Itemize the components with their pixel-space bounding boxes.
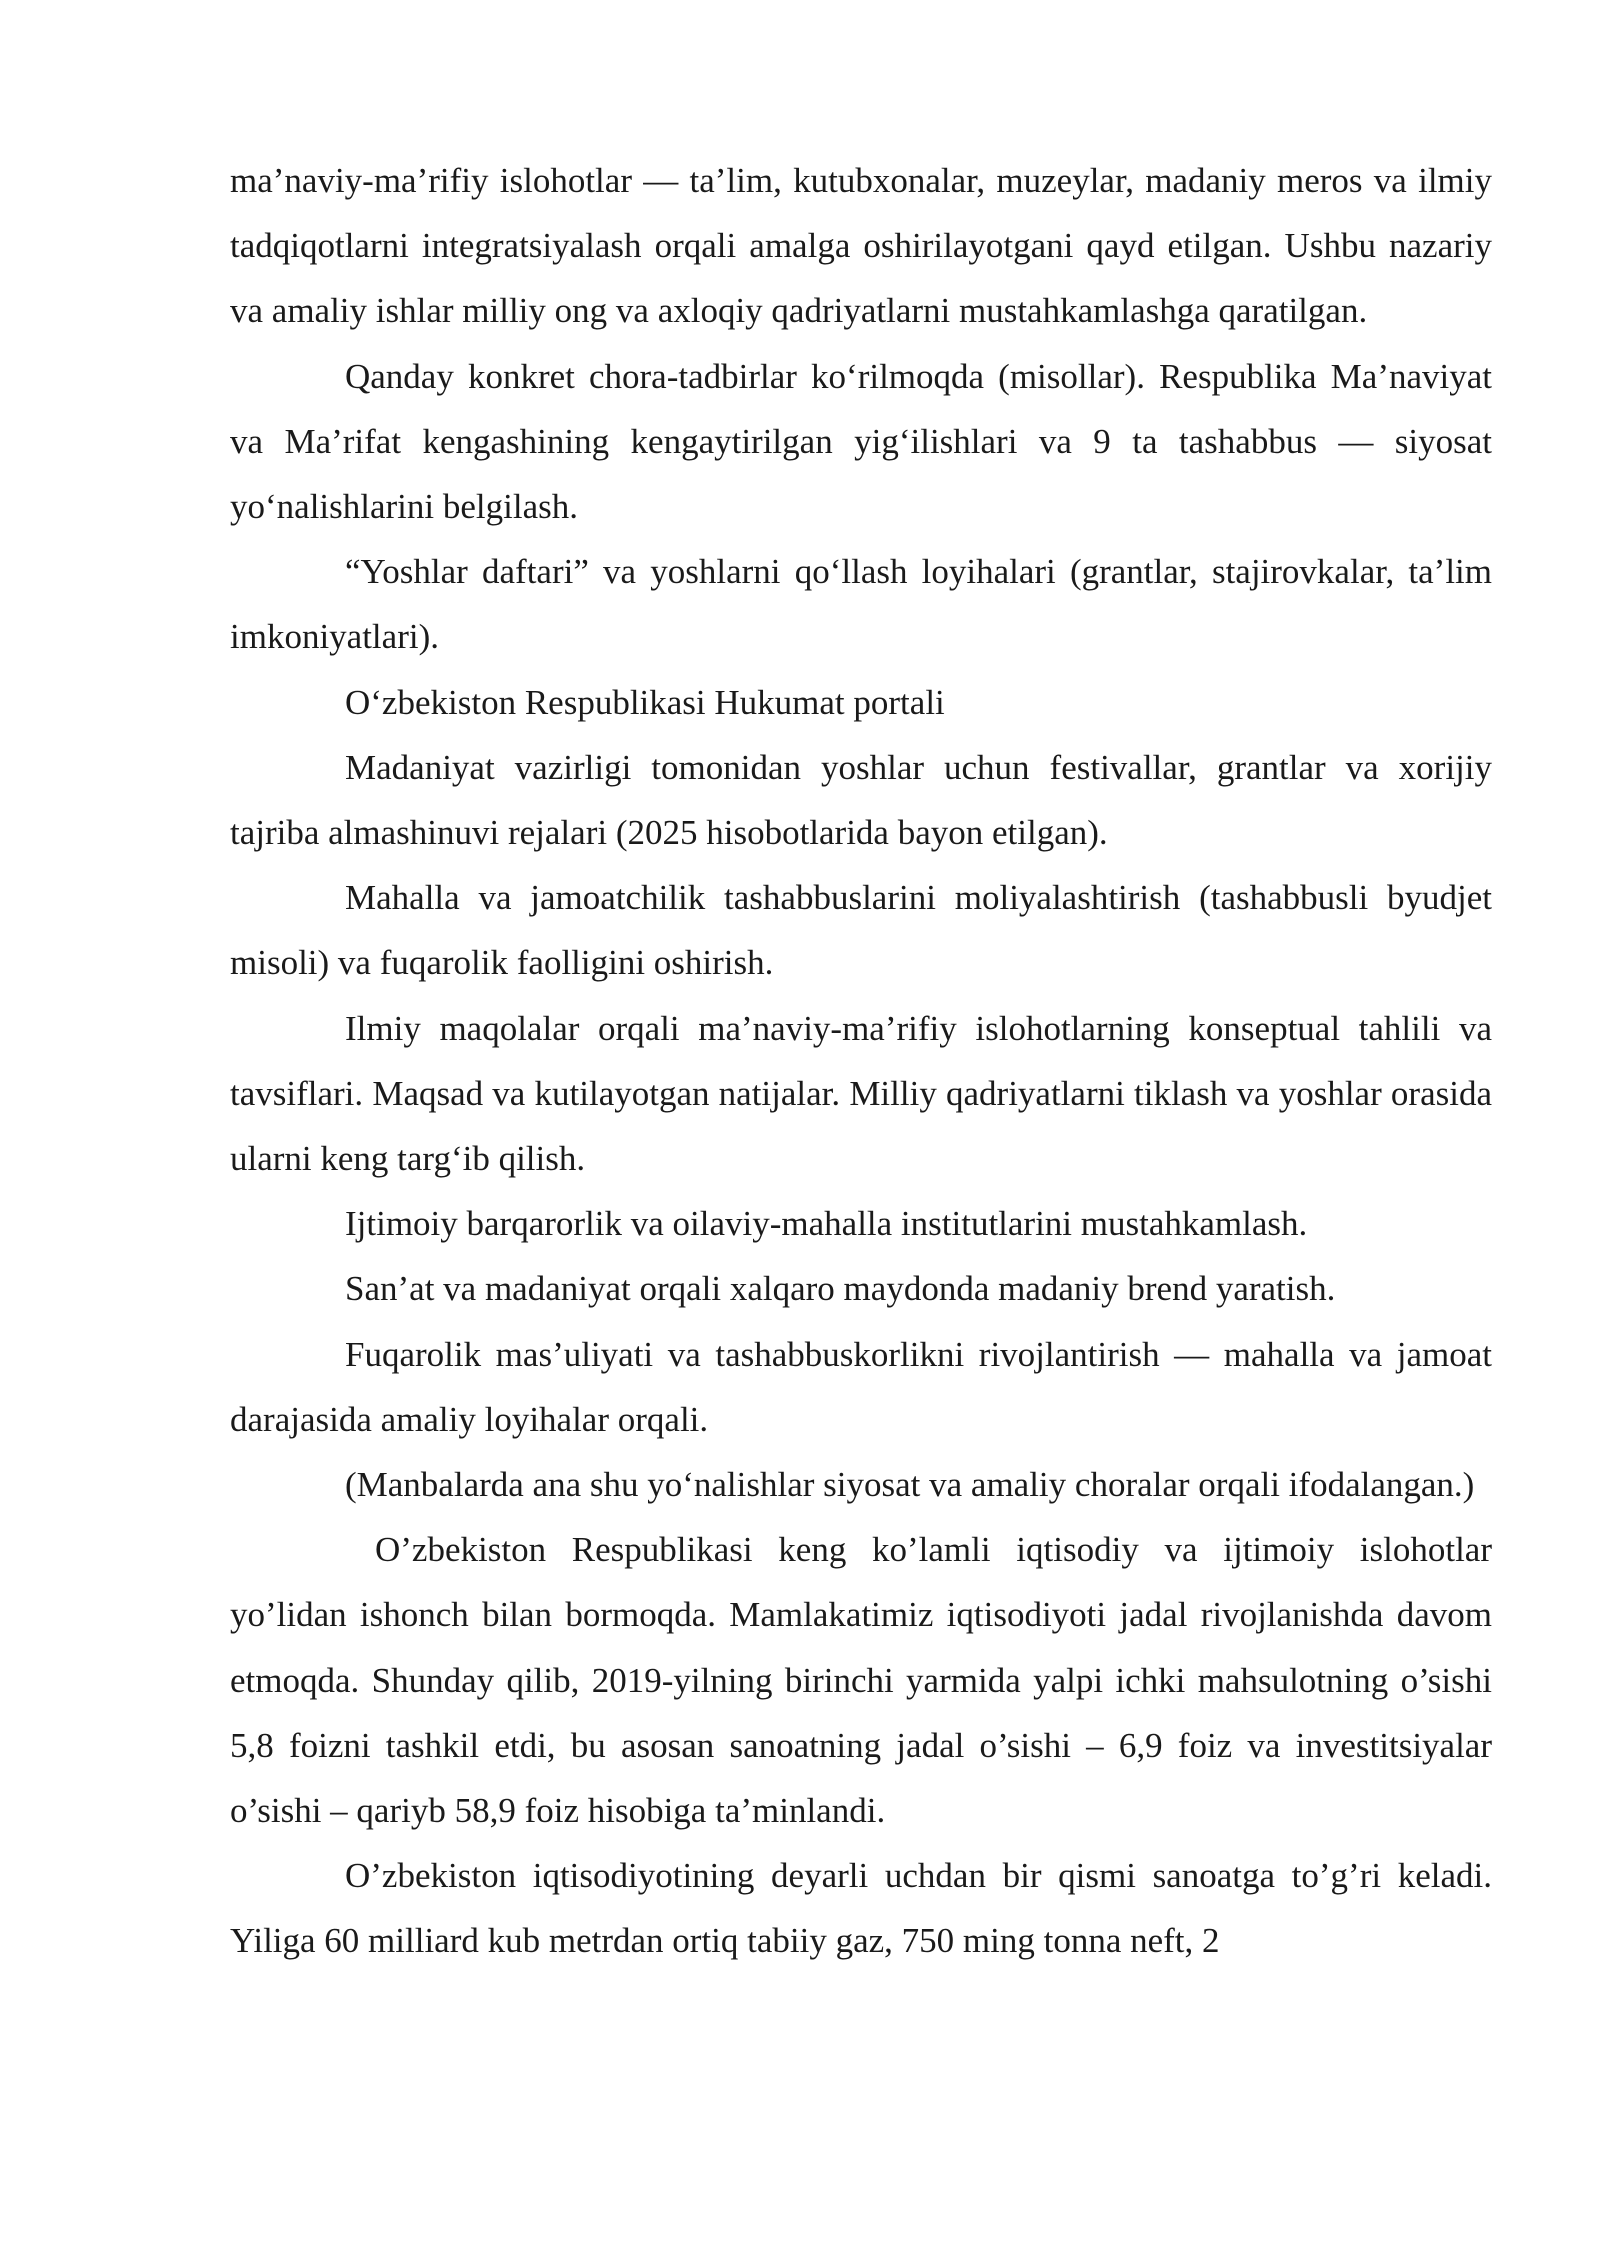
paragraph-art-culture: San’at va madaniyat orqali xalqaro maydonda madaniy brend yaratish. [345, 1269, 1336, 1309]
paragraph-sources-note: (Manbalarda ana shu yo‘nalishlar siyosat va amaliy choralar orqali ifodalangan.) [345, 1465, 1475, 1505]
paragraph-scientific-articles: Ilmiy maqolalar orqali ma’naviy-ma’rifiy islohotlarning konseptual tahlili va tavsiflari. Maqsad va kutilayotgan natijalar. Milliy qadriyatlarni tiklash va yoshlar orasida ularni keng targ‘ib qilish. [230, 1008, 1492, 1179]
paragraph-government-portal: O‘zbekiston Respublikasi Hukumat portali [345, 682, 945, 722]
paragraph-mahalla-initiatives: Mahalla va jamoatchilik tashabbuslarini moliyalashtirish (tashabbusli byudjet misoli) va fuqarolik faolligini oshirish. [230, 878, 1492, 983]
paragraph-concrete-measures: Qanday konkret chora-tadbirlar ko‘rilmoqda (misollar). Respublika Ma’naviyat va Ma’rifat kengashining kengaytirilgan yig‘ilishlari va 9 ta tashabbus — siyosat yo‘nalishlarini belgilash. [230, 356, 1492, 527]
paragraph-industry-share: O’zbekiston iqtisodiyotining deyarli uchdan bir qismi sanoatga to’g’ri keladi. Yiliga 60 milliard kub metrdan ortiq tabiiy gaz, 750 ming tonna neft, 2 [230, 1856, 1492, 1961]
document-body [230, 148, 1492, 1974]
paragraph-ministry-culture: Madaniyat vazirligi tomonidan yoshlar uchun festivallar, grantlar va xorijiy tajriba almashinuvi rejalari (2025 hisobotlarida bayon etilgan). [230, 747, 1492, 853]
paragraph-youth-notebook: “Yoshlar daftari” va yoshlarni qo‘llash loyihalari (grantlar, stajirovkalar, ta’lim imkoniyatlari). [230, 552, 1492, 657]
paragraph-social-stability: Ijtimoiy barqarorlik va oilaviy-mahalla institutlarini mustahkamlash. [345, 1204, 1308, 1244]
paragraph-civic-responsibility: Fuqarolik mas’uliyati va tashabbuskorlikni rivojlantirish — mahalla va jamoat darajasida amaliy loyihalar orqali. [230, 1334, 1492, 1439]
paragraph-economic-reforms: O’zbekiston Respublikasi keng ko’lamli iqtisodiy va ijtimoiy islohotlar yo’lidan ishonch bilan bormoqda. Mamlakatimiz iqtisodiyoti jadal rivojlanishda davom etmoqda. Shunday qilib, 2019-yilning birinchi yarmida yalpi ichki mahsulotning o’sishi 5,8 foizni tashkil etdi, bu asosan sanoatning jadal o’sishi – 6,9 foiz va investitsiyalar o’sishi – qariyb 58,9 foiz hisobiga ta’minlandi. [230, 1530, 1492, 1831]
paragraph-continuation: ma’naviy-ma’rifiy islohotlar — ta’lim, kutubxonalar, muzeylar, madaniy meros va ilmiy tadqiqotlarni integratsiyalash orqali amalga oshirilayotgani qayd etilgan. Ushbu nazariy va amaliy ishlar milliy ong va axloqiy qadriyatlarni mustahkamlashga qaratilgan. [230, 161, 1492, 331]
